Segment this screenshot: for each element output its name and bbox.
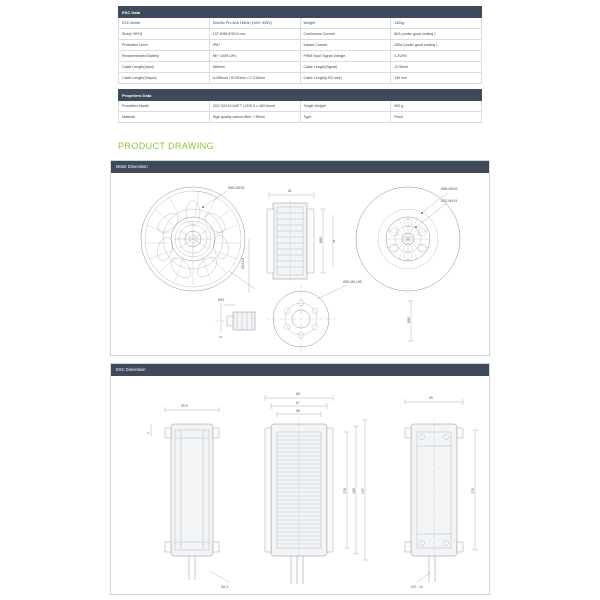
table-section-header	[119, 90, 482, 101]
cell-label: Propellers Model	[119, 101, 210, 112]
motor-rear-view	[356, 187, 460, 291]
cell-value: SineSic Pro 80A 16KW (150V~435V)	[209, 18, 300, 29]
esc-middle-view	[265, 392, 368, 584]
cell-value: IP67	[209, 40, 300, 51]
esc-label-left-width: 59.5	[181, 404, 188, 408]
cell-value: 145 mm	[391, 73, 482, 84]
cell-label: Weight	[300, 18, 391, 29]
esc-label-bottom-left-dia: Ø4.3	[221, 585, 229, 589]
cell-label: Material	[119, 112, 210, 123]
motor-label-shaft-len: 21	[219, 335, 223, 339]
motor-label-mount-depth: Ø90	[407, 316, 411, 323]
table-row	[119, 51, 482, 62]
cell-label: Size(L*W*H)	[119, 29, 210, 40]
motor-label-top-width: 81	[288, 189, 292, 193]
cell-label: Instant Current	[300, 40, 391, 51]
motor-label-right-thread2: Ø32-M4X4	[441, 199, 458, 203]
table-row	[119, 112, 482, 123]
table-row	[119, 62, 482, 73]
esc-data-title: ESC Data	[119, 7, 482, 18]
page-title: PRODUCT DRAWING	[118, 141, 214, 151]
cell-value: A:265mm / B:290mm / C:315mm	[209, 73, 300, 84]
esc-left-view	[147, 404, 219, 580]
cell-value: CB2 S2X19 MATT (1320.6 x 482.6mm)	[209, 101, 300, 112]
motor-dimension-panel	[110, 160, 490, 356]
cell-value: 197.8*88.5*59.5 mm	[209, 29, 300, 40]
motor-label-right-thread: Ø65-M8X8	[441, 187, 458, 191]
motor-drawing-area	[111, 173, 489, 355]
motor-label-top-thread: Ø65-M8X8	[228, 186, 245, 190]
motor-panel-header: Motor Dimension	[111, 161, 489, 173]
cell-label: Recommended Battery	[119, 51, 210, 62]
cell-label: Protection Level	[119, 40, 210, 51]
table-row	[119, 73, 482, 84]
esc-drawing-area	[111, 376, 489, 594]
cell-value: 96~ 100S LiPo	[209, 51, 300, 62]
esc-dimension-panel	[110, 363, 490, 595]
motor-label-shaft-dia: Ø51	[218, 298, 225, 302]
cell-label: Continuous Current	[300, 29, 391, 40]
cell-label: Cable Length(Output)	[119, 73, 210, 84]
table-row	[119, 29, 482, 40]
propellers-data-title: Propellers Data	[119, 90, 482, 101]
esc-label-height-178: 178	[343, 488, 347, 494]
cell-value: 1400g	[391, 18, 482, 29]
cell-label: Type	[300, 112, 391, 123]
cell-label: Cable Length(LED wire)	[300, 73, 391, 84]
motor-label-side-height: 45	[332, 239, 336, 243]
table-section-header	[119, 7, 482, 18]
cell-value: 3.3V/5V	[391, 51, 482, 62]
cell-label: Cable Length(Signal)	[300, 62, 391, 73]
esc-bottom-callouts	[211, 572, 431, 589]
cell-value: 590 g	[391, 101, 482, 112]
esc-panel-header: ESC Dimension	[111, 364, 489, 376]
esc-label-right-height: 174	[471, 488, 475, 494]
cell-label: Cable Length(Input)	[119, 62, 210, 73]
cell-value: 685mm	[209, 62, 300, 73]
table-row	[119, 18, 482, 29]
cell-value: 150A (under good cooling )	[391, 40, 482, 51]
esc-label-height-188: 188	[352, 488, 356, 494]
esc-label-mid-w2: 67	[296, 401, 300, 405]
motor-label-side-dia: Ø80	[319, 236, 323, 243]
cell-label: PWM Input Signal Voltage	[300, 51, 391, 62]
cell-value: 1175mm	[391, 62, 482, 73]
esc-label-mid-w1: 88	[296, 392, 300, 396]
motor-mount-pattern	[267, 280, 362, 353]
motor-technical-drawing	[111, 173, 489, 355]
motor-label-mount-dia: Ø50-Ø6.185	[343, 280, 362, 284]
motor-mount-depth-dim	[407, 301, 414, 341]
table-row	[119, 101, 482, 112]
motor-label-front-dia: Ø153.8	[241, 257, 245, 269]
cell-value: Fixed	[391, 112, 482, 123]
table-row	[119, 40, 482, 51]
esc-label-mid-w3: 56	[296, 409, 300, 413]
motor-front-view	[141, 186, 255, 293]
cell-value: 80A (under good cooling )	[391, 29, 482, 40]
esc-label-left-step: 3	[147, 431, 149, 435]
esc-label-height-197: 197	[361, 488, 365, 494]
esc-technical-drawing	[111, 376, 489, 594]
esc-right-view	[405, 396, 478, 582]
esc-data-table	[118, 6, 482, 84]
cell-label: Single Weight	[300, 101, 391, 112]
esc-label-bottom-right-dia: M3 ♀14	[411, 585, 423, 589]
motor-side-view	[267, 189, 336, 283]
propellers-data-table	[118, 89, 482, 123]
cell-label: ESC Model	[119, 18, 210, 29]
cell-value: High quality carbon fiber + Resin	[209, 112, 300, 123]
motor-shaft-detail	[215, 298, 255, 339]
esc-label-right-width: 65	[429, 396, 433, 400]
spec-tables	[118, 6, 482, 123]
